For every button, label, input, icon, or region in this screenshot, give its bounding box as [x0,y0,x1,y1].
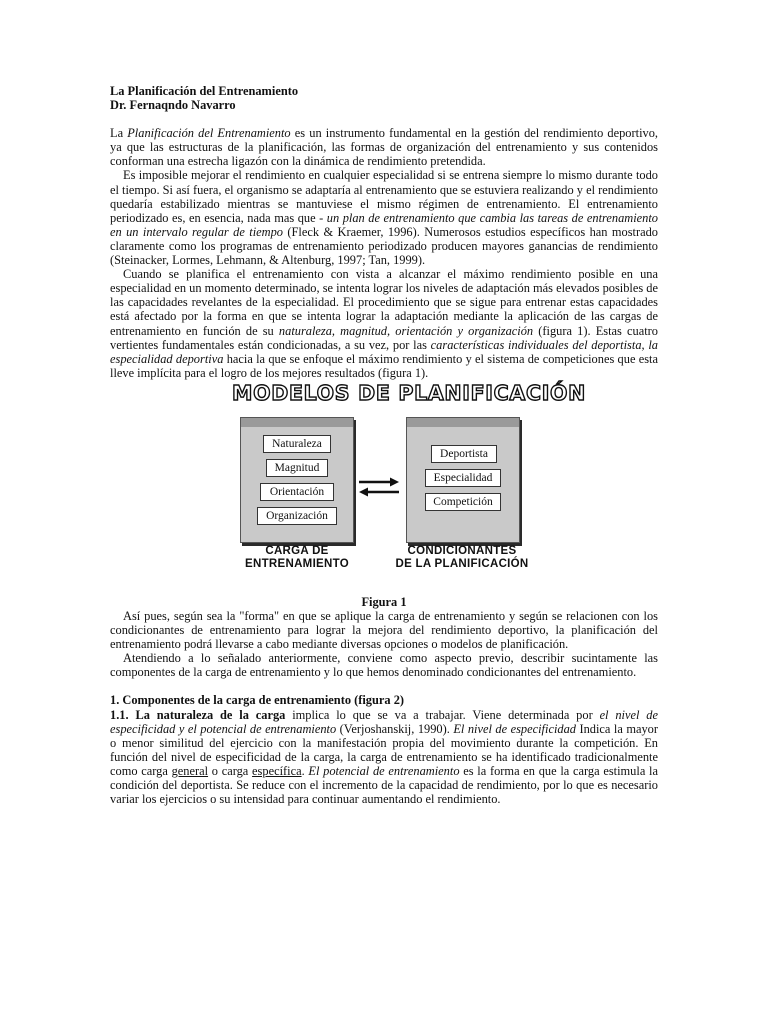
section-heading-components: 1. Componentes de la carga de entrenamiento (figura 2) [110,693,405,708]
item-competicion: Competición [425,493,501,511]
item-magnitud: Magnitud [266,459,328,477]
paragraph-load-factors: Cuando se planifica el entrenamiento con vista a alcanzar el máximo rendimiento posible en una especialidad en un momento determinado, se intenta lograr los niveles de adaptación más elevados posibles de las capacidades revelantes de la especialidad. El procedimiento que se sigue para entrenar estas capacidades está afectado por la forma en que se intenta lograr la adaptación mediante la aplicación de las cargas de entrenamiento en función de su naturaleza, magnitud, orientación y organización (figura 1). Estas cuatro vertientes fundamentales están condicionadas, a su vez, por las características individuales del deportista, la especialidad deportiva hacia la que se enfoque el máximo rendimiento y el sistema de competiciones que esta lleve implícita para el logro de los mejores resultados (figura 1). [110,267,658,380]
figure-caption: Figura 1 [361,594,407,609]
document-title: La Planificación del Entrenamiento [110,84,299,98]
item-orientacion: Orientación [260,483,334,501]
bidirectional-arrows-icon [357,475,401,499]
planning-conditions-caption: CONDICIONANTES DE LA PLANIFICACIÓN [395,544,529,570]
item-deportista: Deportista [431,445,497,463]
figure-planning-models [110,381,658,589]
paragraph-load-nature: 1.1. La naturaleza de la carga implica lo que se va a trabajar. Viene determinada por el nivel de especificidad y el potencial de entrenamiento (Verjoshanskij, 1990). El nivel de especificidad Indica la mayor o menor similitud del ejercicio con la manifestación propia del movimiento durante la competición. En función del nivel de especificidad de la carga, la carga de entrenamiento se ha identificado tradicionalmente como carga general o carga específica. El potencial de entrenamiento es la forma en que la carga estimula la condición del deportista. Se reduce con el incremento de la capacidad de rendimiento, por lo que es necesario variar los ejercicios o su intensidad para continuar aumentando el rendimiento. [110,707,659,807]
paragraph-components-intro: Atendiendo a lo señalado anteriormente, conviene como aspecto previo, describir sucintamente las componentes de la carga de entrenamiento y lo que hemos denominado condicionantes del entrenamiento. [110,651,658,680]
figure-title: MODELOS DE PLANIFICACIÓN [232,380,586,405]
box-header-strip [241,418,353,427]
training-load-box [240,417,354,543]
training-load-caption: CARGA DE ENTRENAMIENTO [245,544,349,570]
paragraph-load-application: Así pues, según sea la "forma" en que se aplique la carga de entrenamiento y según se relacionen con los condicionantes de entrenamiento para lograr la mejora del rendimiento deportivo, la planificación del entrenamiento podrá llevarse a cabo mediante diversas opciones o modelos de planificación. [110,608,658,652]
planning-conditions-box [406,417,520,543]
item-naturaleza: Naturaleza [263,435,331,453]
document-page [110,84,658,806]
box-header-strip [407,418,519,427]
item-organizacion: Organización [257,507,337,525]
paragraph-intro: La Planificación del Entrenamiento es un instrumento fundamental en la gestión del rendimiento deportivo, ya que las estructuras de la planificación, las formas de organización del entrenamiento y sus contenidos conforman una estrecha ligazón con la dinámica de rendimiento pretendida. [110,126,659,169]
paragraph-periodization: Es imposible mejorar el rendimiento en cualquier especialidad si se entrena siempre lo mismo durante todo el tiempo. Si así fuera, el organismo se adaptaría al entrenamiento que se estuviera realizando y el rendimiento quedaría estabilizado mientras se mantuviese el mismo régimen de entrenamiento. El entrenamiento periodizado es, en esencia, nada mas que - un plan de entrenamiento que cambia las tareas de entrenamiento en un intervalo regular de tiempo (Fleck & Kraemer, 1996). Numerosos estudios específicos han mostrado claramente como los programas de entrenamiento periodizado producen mayores ganancias de rendimiento (Steinacker, Lormes, Lehmann, & Altenburg, 1997; Tan, 1999). [110,168,658,268]
item-especialidad: Especialidad [425,469,501,487]
document-author: Dr. Fernaqndo Navarro [110,98,236,113]
